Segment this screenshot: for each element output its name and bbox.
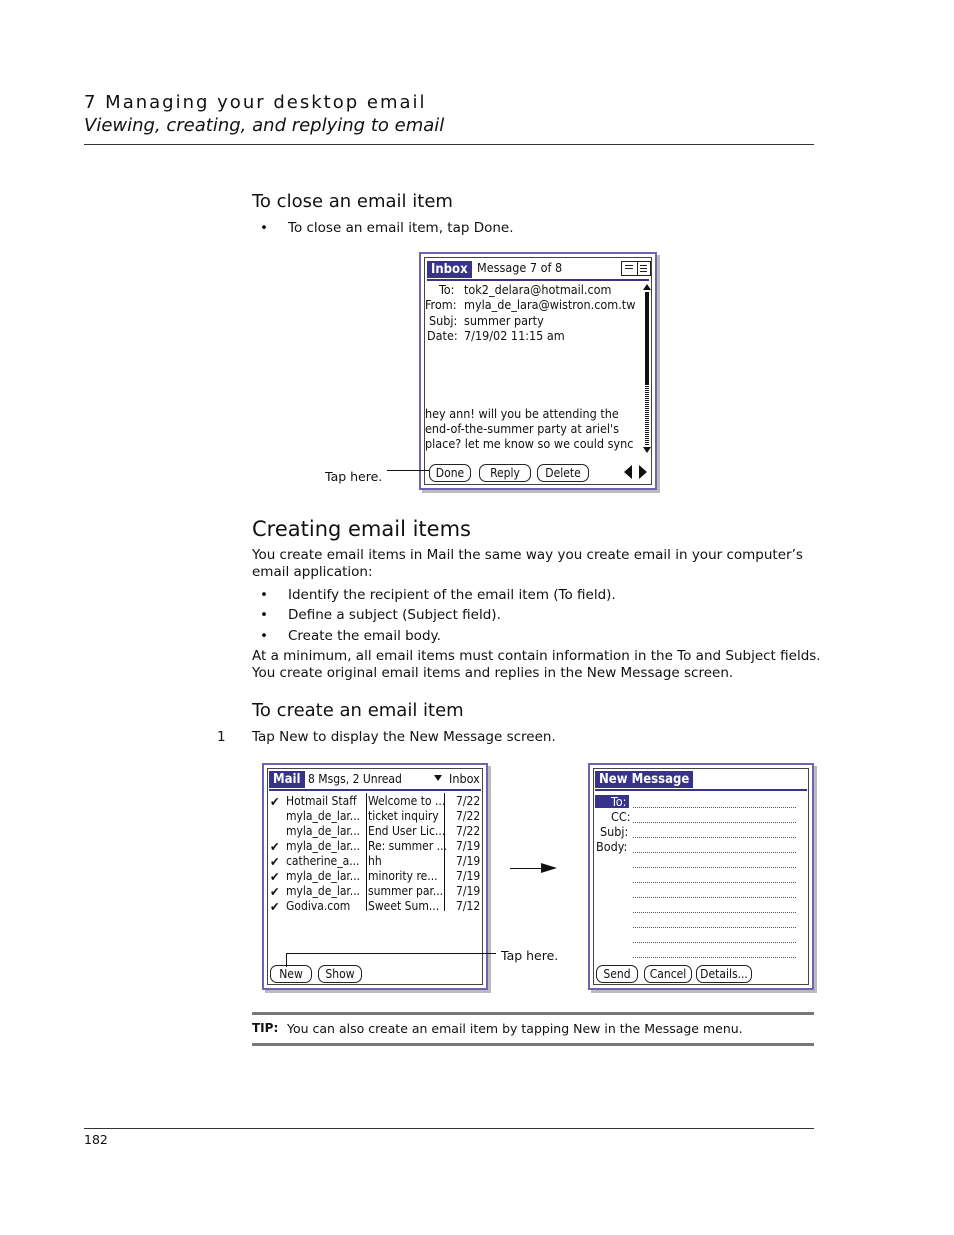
close-heading: To close an email item — [252, 191, 453, 212]
folder-picker[interactable]: Inbox — [449, 771, 480, 786]
new-button[interactable]: New — [270, 965, 312, 983]
message-screen — [419, 252, 657, 490]
mail-date: 7/19 — [456, 839, 481, 853]
mail-subject: hh — [368, 854, 382, 868]
message-title: Message 7 of 8 — [477, 260, 563, 275]
header-rule — [84, 144, 814, 145]
mail-from: myla_de_lar... — [286, 884, 361, 898]
mail-from: Godiva.com — [286, 899, 351, 913]
table-row[interactable] — [268, 824, 481, 839]
subj-label: Subj: — [429, 313, 458, 328]
step-text: Tap New to display the New Message screen. — [252, 729, 556, 745]
scroll-up-icon[interactable] — [643, 284, 651, 290]
mail-date: 7/22 — [456, 794, 481, 808]
from-label: From: — [425, 297, 457, 312]
creating-bullet: • Define a subject (Subject field). — [260, 607, 501, 623]
mail-status: 8 Msgs, 2 Unread — [308, 772, 402, 786]
right-arrow-icon — [541, 863, 557, 873]
creating-heading: Creating email items — [252, 517, 471, 541]
inbox-tab[interactable]: Inbox — [427, 261, 472, 278]
callout-line — [286, 953, 287, 967]
subj-value: summer party — [464, 313, 544, 328]
read-check-icon: ✔ — [270, 899, 280, 914]
mail-tab[interactable]: Mail — [269, 771, 305, 788]
body-input[interactable] — [633, 941, 796, 943]
close-bullet: • To close an email item, tap Done. — [260, 220, 514, 236]
date-label: Date: — [427, 328, 458, 343]
mail-from: myla_de_lar... — [286, 809, 361, 823]
read-check-icon: ✔ — [270, 884, 280, 899]
delete-button[interactable]: Delete — [537, 464, 589, 482]
mail-subject: End User Lic... — [368, 824, 446, 838]
send-button[interactable]: Send — [596, 965, 638, 983]
from-value: myla_de_lara@wistron.com.tw — [464, 297, 636, 312]
body-input[interactable] — [633, 851, 796, 853]
creating-intro-2: email application: — [252, 564, 373, 580]
cc-input[interactable] — [633, 821, 796, 823]
next-arrow-icon[interactable] — [639, 465, 647, 479]
scroll-down-icon[interactable] — [643, 447, 651, 453]
tip-box — [252, 1012, 814, 1046]
new-message-screen — [588, 763, 814, 990]
body-input[interactable] — [633, 896, 796, 898]
table-row[interactable] — [268, 899, 481, 914]
show-button[interactable]: Show — [318, 965, 362, 983]
mail-date: 7/19 — [456, 854, 481, 868]
mail-from: myla_de_lar... — [286, 869, 361, 883]
creating-bullet: • Identify the recipient of the email item (To field). — [260, 587, 616, 603]
table-row[interactable] — [268, 854, 481, 869]
mail-screen — [262, 763, 488, 990]
mail-from: catherine_a... — [286, 854, 360, 868]
tip-label: TIP: — [252, 1021, 279, 1035]
creating-bullet: • Create the email body. — [260, 628, 441, 644]
reply-button[interactable]: Reply — [479, 464, 531, 482]
mail-subject: minority re... — [368, 869, 438, 883]
body-input[interactable] — [633, 956, 796, 958]
to-label: To: — [439, 282, 455, 297]
body-input[interactable] — [633, 866, 796, 868]
date-value: 7/19/02 11:15 am — [464, 328, 565, 343]
table-row[interactable] — [268, 839, 481, 854]
body-input[interactable] — [633, 926, 796, 928]
mail-date: 7/22 — [456, 824, 481, 838]
creating-para-1: At a minimum, all email items must contain information in the To and Subject fields. — [252, 648, 821, 664]
create-callout: Tap here. — [501, 948, 559, 963]
read-check-icon: ✔ — [270, 869, 280, 884]
body-line: end-of-the-summer party at ariel's — [425, 421, 620, 436]
creating-para-2: You create original email items and replies in the New Message screen. — [252, 665, 734, 681]
to-field-label[interactable]: To: — [611, 794, 627, 809]
mail-date: 7/19 — [456, 884, 481, 898]
mail-date: 7/19 — [456, 869, 481, 883]
footer-rule — [84, 1128, 814, 1129]
creating-intro-1: You create email items in Mail the same way you create email in your computer’s — [252, 547, 803, 563]
to-input[interactable] — [633, 806, 796, 808]
read-check-icon: ✔ — [270, 839, 280, 854]
body-input[interactable] — [633, 911, 796, 913]
mail-from: myla_de_lar... — [286, 839, 361, 853]
read-check-icon: ✔ — [270, 854, 280, 869]
mail-date: 7/22 — [456, 809, 481, 823]
mail-subject: summer par... — [368, 884, 444, 898]
mail-subject: Welcome to ... — [368, 794, 446, 808]
table-row[interactable] — [268, 869, 481, 884]
subj-field-label[interactable]: Subj: — [600, 824, 629, 839]
folder-dropdown-icon[interactable] — [434, 775, 442, 781]
close-callout: Tap here. — [325, 469, 383, 484]
table-row[interactable] — [268, 809, 481, 824]
tip-text: You can also create an email item by tapping New in the Message menu. — [287, 1021, 743, 1036]
mail-subject: ticket inquiry — [368, 809, 439, 823]
new-message-tab[interactable]: New Message — [595, 771, 693, 788]
subj-input[interactable] — [633, 836, 796, 838]
body-field-label[interactable]: Body: — [596, 839, 628, 854]
scrollbar-thumb[interactable] — [645, 292, 649, 384]
table-row[interactable] — [268, 884, 481, 899]
mail-date: 7/12 — [456, 899, 481, 913]
to-value: tok2_delara@hotmail.com — [464, 282, 612, 297]
details-icon[interactable] — [621, 261, 651, 276]
chapter-title: 7 Managing your desktop email — [84, 92, 427, 113]
read-check-icon: ✔ — [270, 794, 280, 809]
scrollbar-track[interactable] — [645, 384, 649, 446]
prev-arrow-icon[interactable] — [624, 465, 632, 479]
step-number: 1 — [217, 729, 226, 745]
mail-from: Hotmail Staff — [286, 794, 357, 808]
section-title: Viewing, creating, and replying to email — [84, 115, 445, 136]
cc-field-label[interactable]: CC: — [611, 809, 631, 824]
cancel-button[interactable]: Cancel — [644, 965, 692, 983]
create-heading: To create an email item — [252, 700, 464, 721]
done-button[interactable]: Done — [429, 464, 471, 482]
mail-from: myla_de_lar... — [286, 824, 361, 838]
body-line: place? let me know so we could sync — [425, 436, 634, 451]
page-number: 182 — [84, 1132, 108, 1147]
table-row[interactable] — [268, 794, 481, 809]
callout-line — [286, 953, 496, 954]
details-button[interactable]: Details... — [696, 965, 752, 983]
mail-subject: Re: summer ... — [368, 839, 447, 853]
body-input[interactable] — [633, 881, 796, 883]
mail-subject: Sweet Sum... — [368, 899, 440, 913]
callout-line — [387, 470, 429, 471]
body-line: hey ann! will you be attending the — [425, 406, 619, 421]
